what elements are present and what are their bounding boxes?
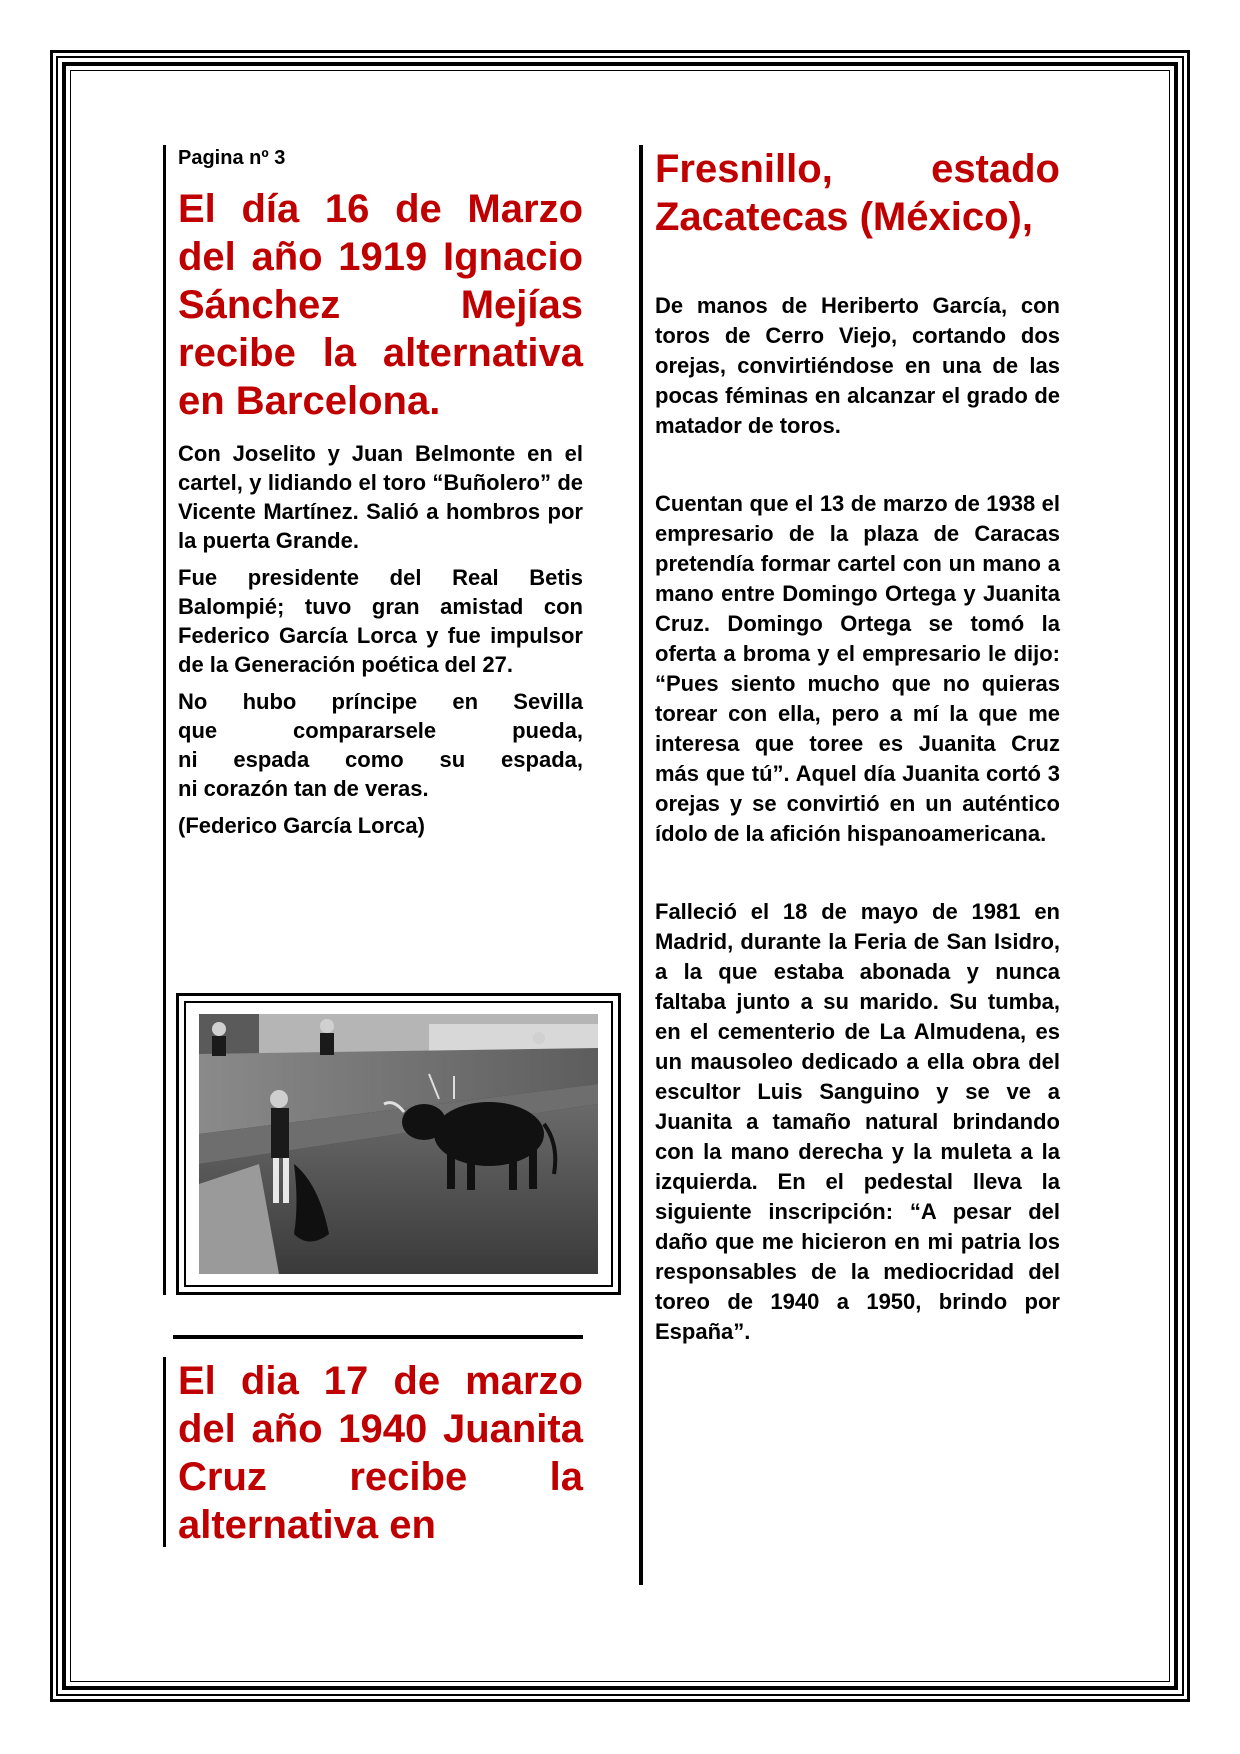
section-divider (173, 1335, 583, 1339)
left-column-second-section (163, 1357, 591, 1547)
poem (178, 687, 583, 803)
poem-author: (Federico García Lorca) (178, 813, 425, 838)
photo-frame (176, 993, 621, 1295)
poem-line: ni espada como su espada, (178, 747, 583, 772)
poem-line: que compararsele pueda, (178, 718, 583, 743)
photo-image (199, 1014, 598, 1274)
paragraph-betis: Fue presidente del Real Betis Balompié; tuvo gran amistad con Federico García Lorca y fue impulsor de la Generación poética del 27. (178, 565, 583, 677)
paragraph-heriberto-garcia: De manos de Heriberto García, con toros de Cerro Viejo, cortando dos orejas, convirtiéndose en una de las pocas féminas en alcanzar el grado de matador de toros. (655, 293, 1060, 438)
headline-fresnillo: Fresnillo, estado Zacatecas (México), (655, 147, 1060, 239)
bullfighter-with-bull-photo (199, 1014, 598, 1274)
paragraph-caracas: Cuentan que el 13 de marzo de 1938 el empresario de la plaza de Caracas pretendía formar cartel con un mano a mano entre Domingo Ortega y Juanita Cruz. Domingo Ortega se tomó la oferta a broma y el empresario le dijo: “Pues siento mucho que no quieras torear con ella, pero a mí la que me interesa que toree es Juanita Cruz más que tú”. Aquel día Juanita cortó 3 orejas y se convirtió en un auténtico ídolo de la afición hispanoamericana. (655, 491, 1060, 846)
headline-sanchez-mejias: El día 16 de Marzo del año 1919 Ignacio Sánchez Mejías recibe la alternativa en Barcelona. (178, 187, 583, 423)
headline-juanita-cruz: El dia 17 de marzo del año 1940 Juanita Cruz recibe la alternativa en (178, 1359, 583, 1547)
poem-line: ni corazón tan de veras. (178, 776, 429, 801)
paragraph-cartel: Con Joselito y Juan Belmonte en el cartel, y lidiando el toro “Buñolero” de Vicente Martínez. Salió a hombros por la puerta Grande. (178, 441, 583, 553)
poem-line: No hubo príncipe en Sevilla (178, 689, 583, 714)
right-column (639, 145, 1063, 1585)
paragraph-fallecio: Falleció el 18 de mayo de 1981 en Madrid, durante la Feria de San Isidro, a la que estaba abonada y nunca faltaba junto a su marido. Su tumba, en el cementerio de La Almudena, es un mausoleo dedicado a ella obra del escultor Luis Sanguino y se ve a Juanita a tamaño natural brindando con la mano derecha y la muleta a la izquierda. En el pedestal lleva la siguiente inscripción: “A pesar del daño que me hicieron en mi patria los responsables de la mediocridad del toreo de 1940 a 1950, brindo por España”. (655, 899, 1060, 1344)
page-number: Pagina nº 3 (178, 147, 286, 169)
